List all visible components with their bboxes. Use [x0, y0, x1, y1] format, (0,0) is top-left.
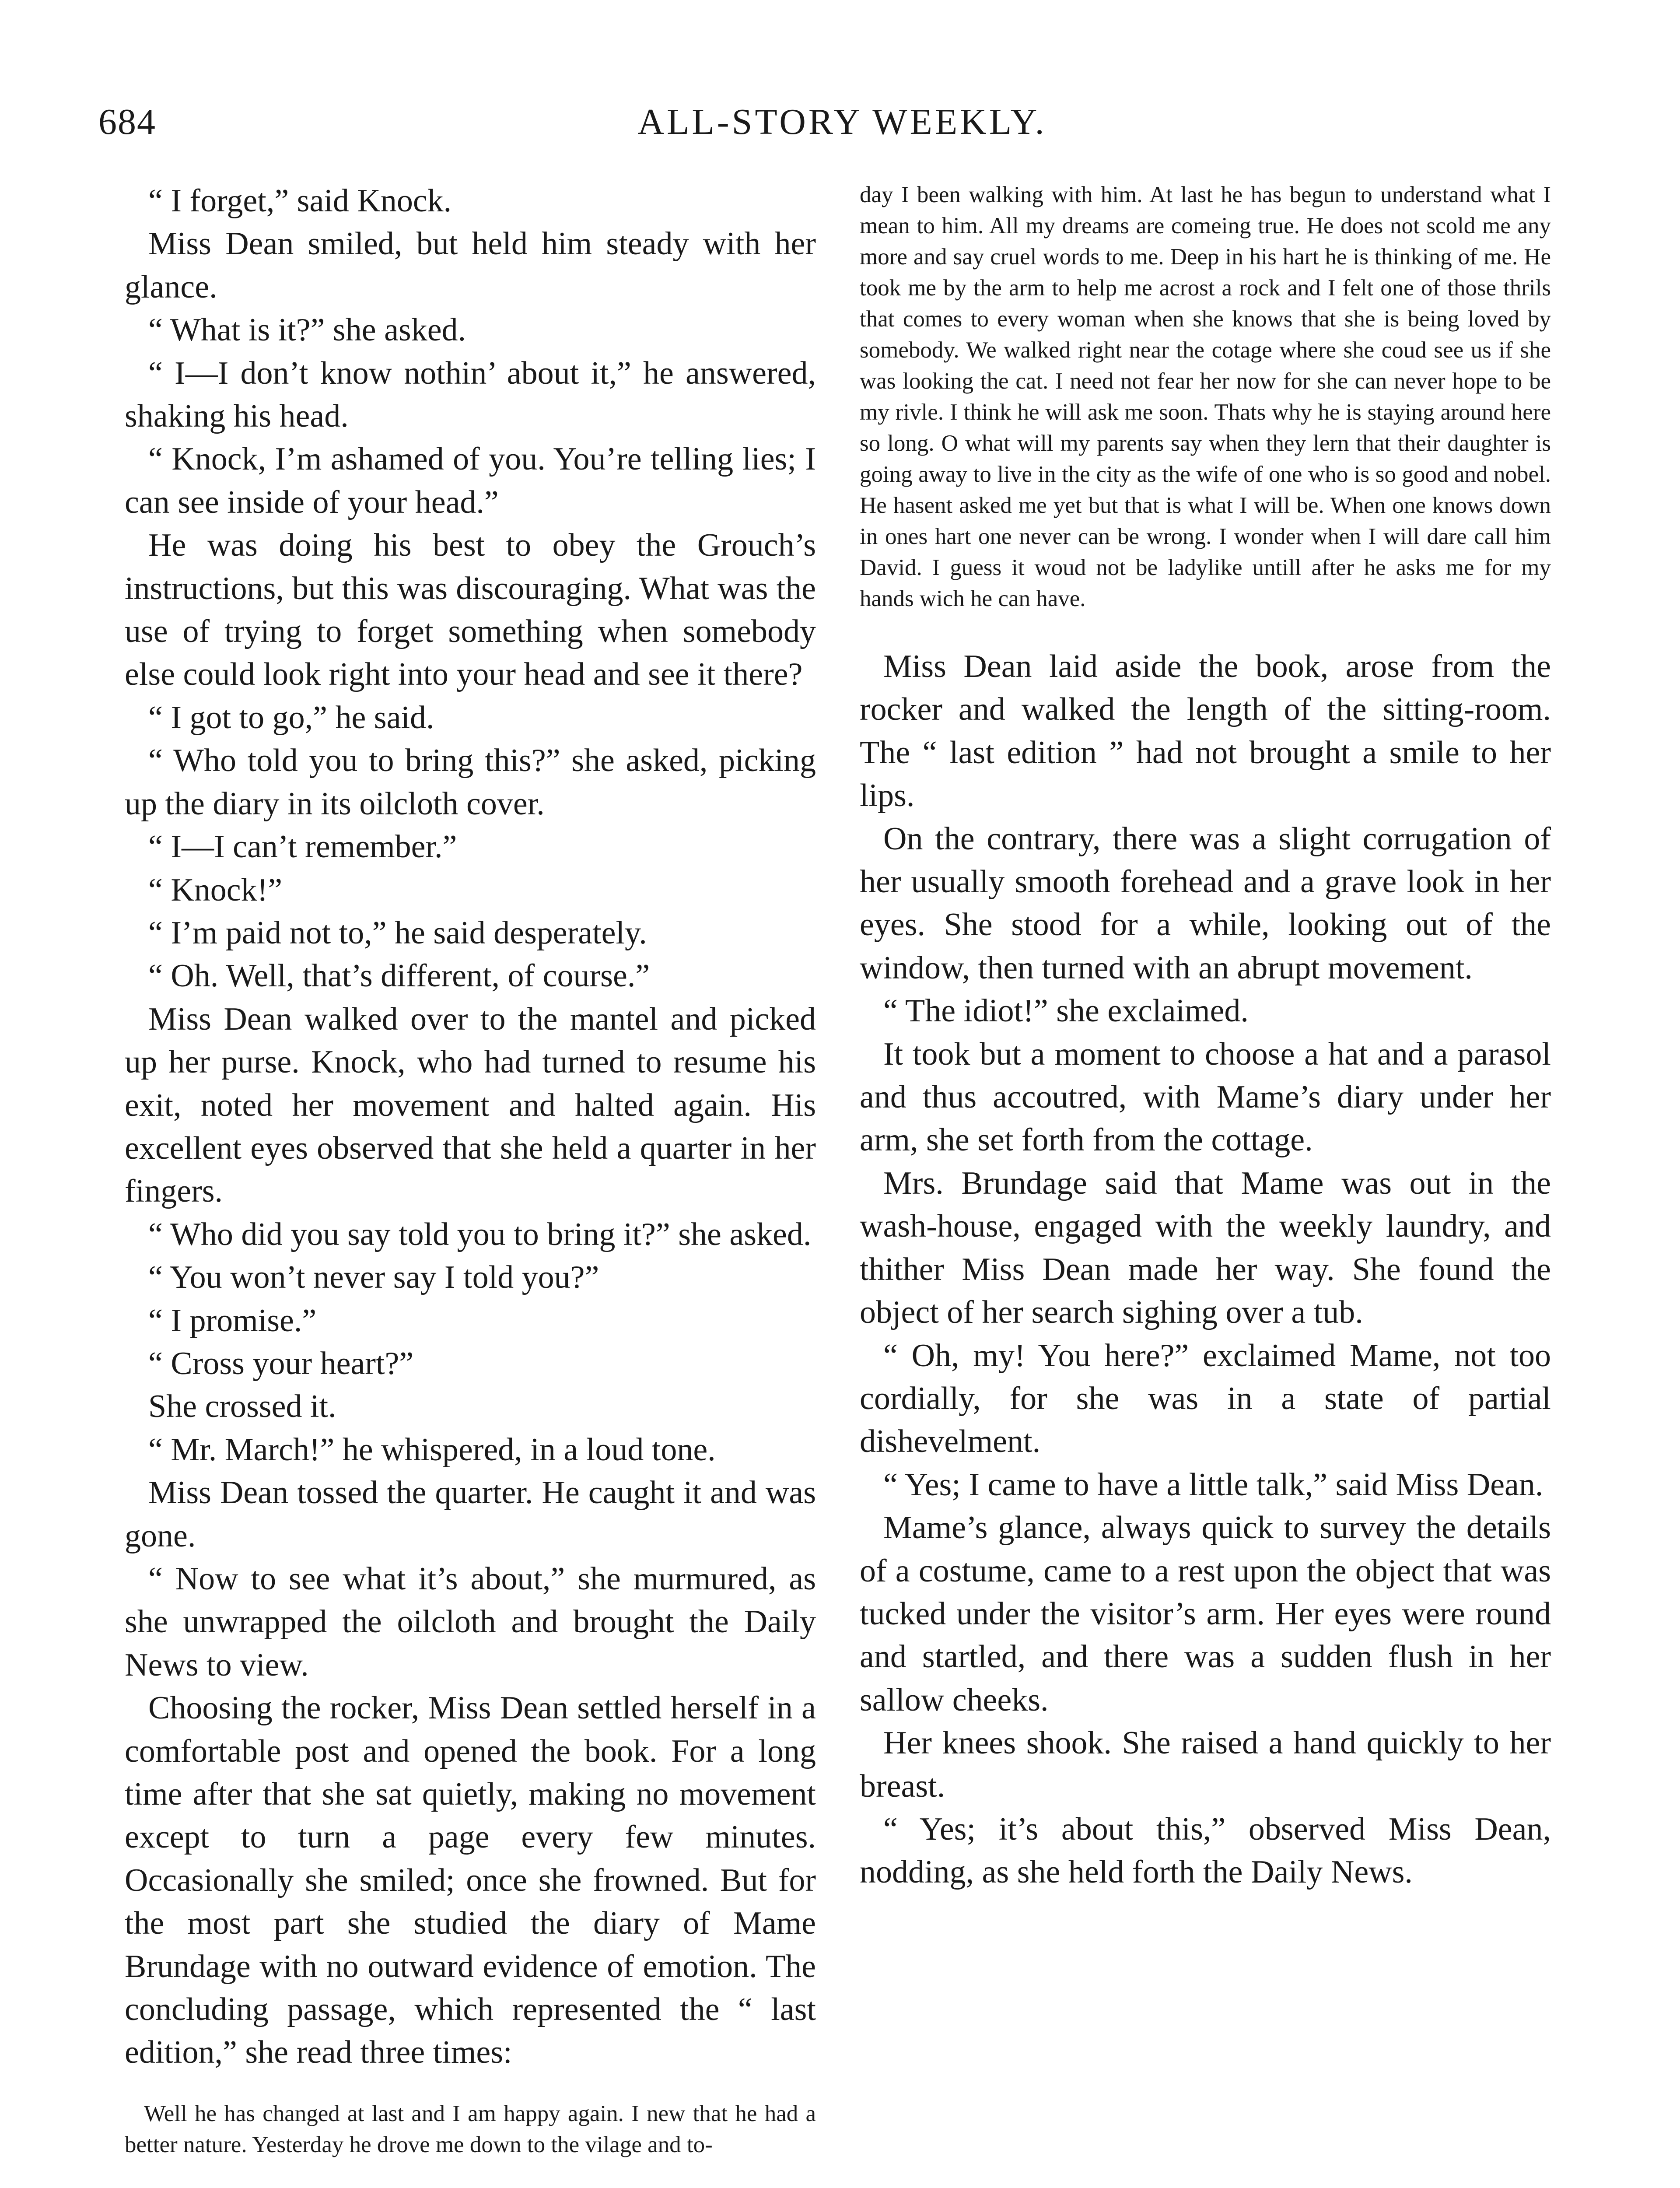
left-column	[125, 179, 816, 2160]
paragraph: On the contrary, there was a slight corrugation of her usually smooth forehead and a grave look in her eyes. She stood for a while, looking out of the window, then turned with an abrupt movement.	[860, 820, 1551, 986]
paragraph: “ I’m paid not to,” he said desperately.	[148, 915, 647, 951]
paragraph: “ Yes; it’s about this,” observed Miss Dean, nodding, as she held forth the Daily News.	[860, 1811, 1551, 1890]
paragraph: Mame’s glance, always quick to survey the details of a costume, came to a rest upon the object that was tucked under the visitor’s arm. Her eyes were round and startled, and there was a sudden flush in her sallow cheeks.	[860, 1510, 1551, 1718]
paragraph: “ I promise.”	[148, 1302, 317, 1339]
paragraph: “ What is it?” she asked.	[148, 312, 466, 348]
paragraph: “ Cross your heart?”	[148, 1345, 414, 1382]
paragraph: Miss Dean laid aside the book, arose from the rocker and walked the length of the sitting-room. The “ last edition ” had not brought a smile to her lips.	[860, 649, 1551, 814]
paragraph: Mrs. Brundage said that Mame was out in the wash-house, engaged with the weekly laundry, and thither Miss Dean made her way. She found the object of her search sighing over a tub.	[860, 1165, 1551, 1331]
diary-excerpt: day I been walking with him. At last he has begun to understand what I mean to him. All my dreams are comeing true. He does not scold me any more and say cruel words to me. Deep in his hart he is thinking of me. He took me by the arm to help me acrost a rock and I felt one of those thrils that comes to every woman when she knows that she is being loved by somebody. We walked right near the cotage where she coud see us if she was looking the cat. I need not fear her now for she can never hope to be my rivle. I think he will ask me soon. Thats why he is staying around here so long. O what will my parents say when they lern that their daughter is going away to live in the city as the wife of one who is so good and nobel. He hasent asked me yet but that is what I will be. When one knows down in ones hart one never can be wrong. I wonder when I will dare call him David. I guess it woud not be ladylike untill after he asks me for my hands wich he can have.	[860, 182, 1551, 611]
paragraph: “ Knock!”	[148, 872, 283, 908]
paragraph: “ The idiot!” she exclaimed.	[883, 993, 1249, 1029]
diary-excerpt: Well he has changed at last and I am happy again. I new that he had a better nature. Yesterday he drove me down to the vilage and to-	[125, 2100, 816, 2157]
paragraph: He was doing his best to obey the Grouch’s instructions, but this was discouraging. What was the use of trying to forget something when somebody else could look right into your head and see it there?	[125, 527, 816, 693]
paragraph: “ I—I can’t remember.”	[148, 829, 457, 865]
paragraph: “ I forget,” said Knock.	[148, 183, 452, 219]
paragraph: She crossed it.	[148, 1389, 336, 1425]
paragraph: “ I—I don’t know nothin’ about it,” he answered, shaking his head.	[125, 355, 816, 435]
paragraph: “ Mr. March!” he whispered, in a loud tone.	[148, 1431, 716, 1468]
paragraph: “ Oh, my! You here?” exclaimed Mame, not too cordially, for she was in a state of partial dishevelment.	[860, 1337, 1551, 1460]
paragraph: Her knees shook. She raised a hand quickly to her breast.	[860, 1725, 1551, 1804]
paragraph: Choosing the rocker, Miss Dean settled herself in a comfortable post and opened the book. For a long time after that she sat quietly, making no movement except to turn a page every few minutes. Occasionally she smiled; once she frowned. But for the most part she studied the diary of Mame Brundage with no outward evidence of emotion. The concluding passage, which represented the “ last edition,” she read three times:	[125, 1690, 816, 2071]
paragraph: “ You won’t never say I told you?”	[148, 1259, 599, 1296]
running-title: ALL-STORY WEEKLY.	[637, 102, 1047, 142]
right-column	[860, 179, 1551, 1894]
paragraph: “ Now to see what it’s about,” she murmured, as she unwrapped the oilcloth and brought the Daily News to view.	[125, 1561, 816, 1683]
paragraph: “ Knock, I’m ashamed of you. You’re telling lies; I can see inside of your head.”	[125, 441, 816, 520]
paragraph: It took but a moment to choose a hat and a parasol and thus accoutred, with Mame’s diary under her arm, she set forth from the cottage.	[860, 1036, 1551, 1158]
page-number: 684	[98, 102, 156, 142]
page-header	[98, 101, 1586, 153]
paragraph: Miss Dean walked over to the mantel and picked up her purse. Knock, who had turned to resume his exit, noted her movement and halted again. His excellent eyes observed that she held a quarter in her fingers.	[125, 1001, 816, 1210]
paragraph: “ Who told you to bring this?” she asked, picking up the diary in its oilcloth cover.	[125, 743, 816, 822]
paragraph: Miss Dean smiled, but held him steady with her glance.	[125, 226, 816, 305]
paragraph: “ Who did you say told you to bring it?” she asked.	[148, 1216, 812, 1252]
paragraph: “ Oh. Well, that’s different, of course.”	[148, 958, 650, 994]
paragraph: “ Yes; I came to have a little talk,” said Miss Dean.	[883, 1466, 1544, 1503]
paragraph: Miss Dean tossed the quarter. He caught it and was gone.	[125, 1475, 816, 1554]
paragraph: “ I got to go,” he said.	[148, 699, 434, 736]
